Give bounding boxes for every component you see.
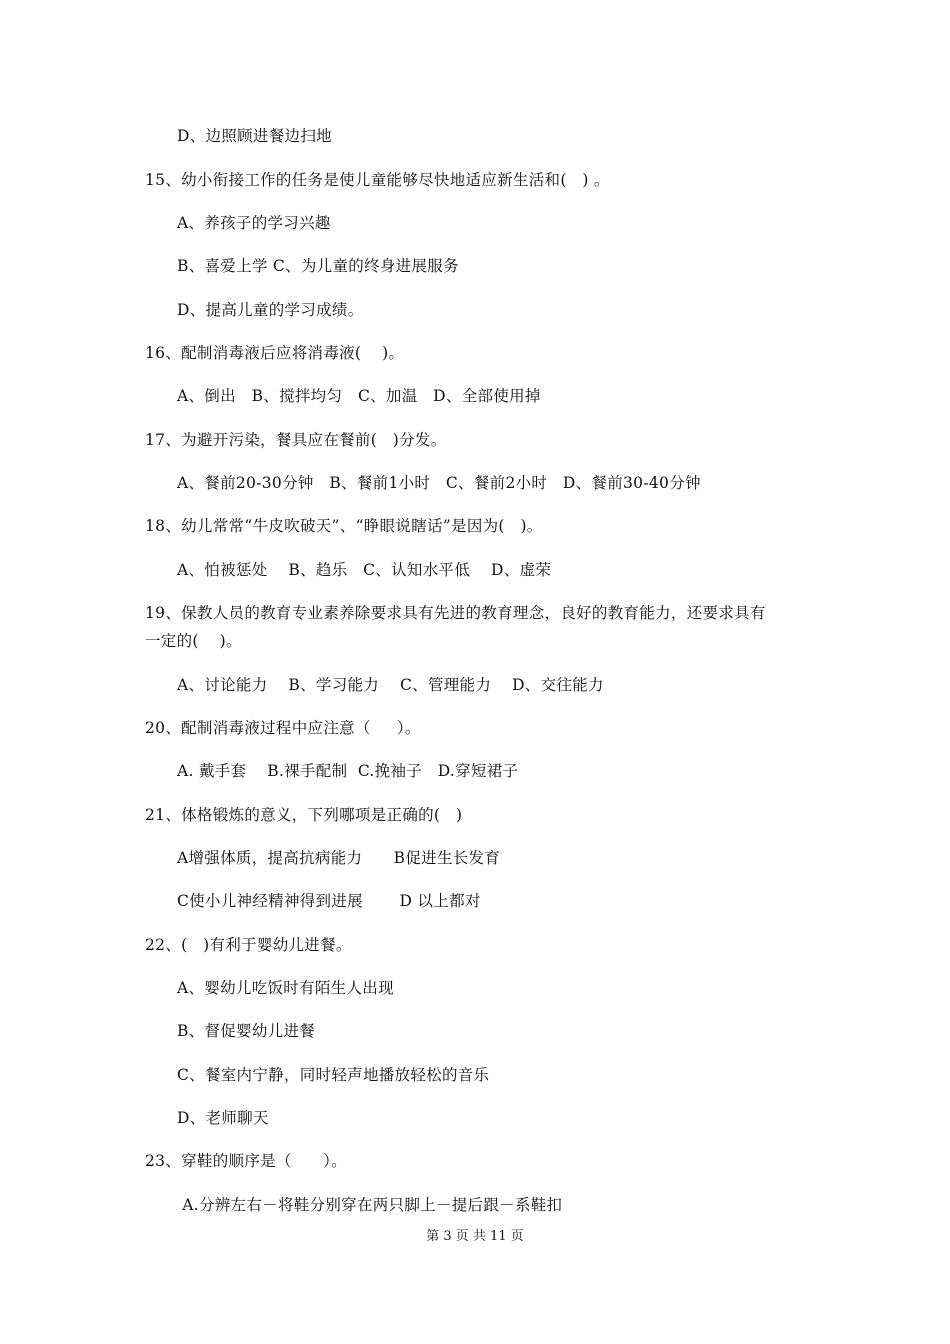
question-19: 19、保教人员的教育专业素养除要求具有先进的教育理念，良好的教育能力，还要求具有 [145, 604, 766, 622]
option-22-d: D、老师聊天 [177, 1109, 269, 1127]
question-18: 18、幼儿常常“牛皮吹破天”、“睁眼说瞎话”是因为( )。 [145, 517, 543, 535]
question-17: 17、为避开污染，餐具应在餐前( )分发。 [145, 431, 447, 449]
question-21: 21、体格锻炼的意义，下列哪项是正确的( ) [145, 806, 463, 824]
options-21-cd: C使小儿神经精神得到进展 D 以上都对 [177, 892, 481, 910]
line-1: D、边照顾进餐边扫地 [177, 127, 332, 145]
options-17: A、餐前20-30分钟 B、餐前1小时 C、餐前2小时 D、餐前30-40分钟 [177, 474, 701, 492]
option-22-c: C、餐室内宁静，同时轻声地播放轻松的音乐 [177, 1066, 490, 1084]
option-15-bc: B、喜爱上学 C、为儿童的终身进展服务 [177, 257, 459, 275]
options-20: A. 戴手套 B.裸手配制 C.挽袖子 D.穿短裙子 [177, 762, 519, 780]
option-15-d: D、提高儿童的学习成绩。 [177, 301, 364, 319]
options-16: A、倒出 B、搅拌均匀 C、加温 D、全部使用掉 [177, 387, 541, 405]
options-18: A、怕被惩处 B、趋乐 C、认知水平低 D、虚荣 [177, 561, 552, 579]
option-23-a: A.分辨左右－将鞋分别穿在两只脚上－提后跟－系鞋扣 [177, 1196, 563, 1214]
option-22-b: B、督促婴幼儿进餐 [177, 1022, 316, 1040]
options-21-ab: A增强体质，提高抗病能力 B促进生长发育 [177, 849, 501, 867]
page-footer: 第 3 页 共 11 页 [426, 1229, 524, 1244]
question-22: 22、( )有利于婴幼儿进餐。 [145, 936, 352, 954]
question-15: 15、幼小衔接工作的任务是使儿童能够尽快地适应新生活和( ) 。 [145, 171, 610, 189]
options-19: A、讨论能力 B、学习能力 C、管理能力 D、交往能力 [177, 676, 604, 694]
question-19-cont: 一定的( )。 [145, 632, 242, 650]
option-22-a: A、婴幼儿吃饭时有陌生人出现 [177, 979, 394, 997]
question-23: 23、穿鞋的顺序是（ ）。 [145, 1152, 347, 1170]
question-20: 20、配制消毒液过程中应注意（ ）。 [145, 719, 421, 737]
option-15-a: A、养孩子的学习兴趣 [177, 214, 331, 232]
question-16: 16、配制消毒液后应将消毒液( )。 [145, 344, 405, 362]
